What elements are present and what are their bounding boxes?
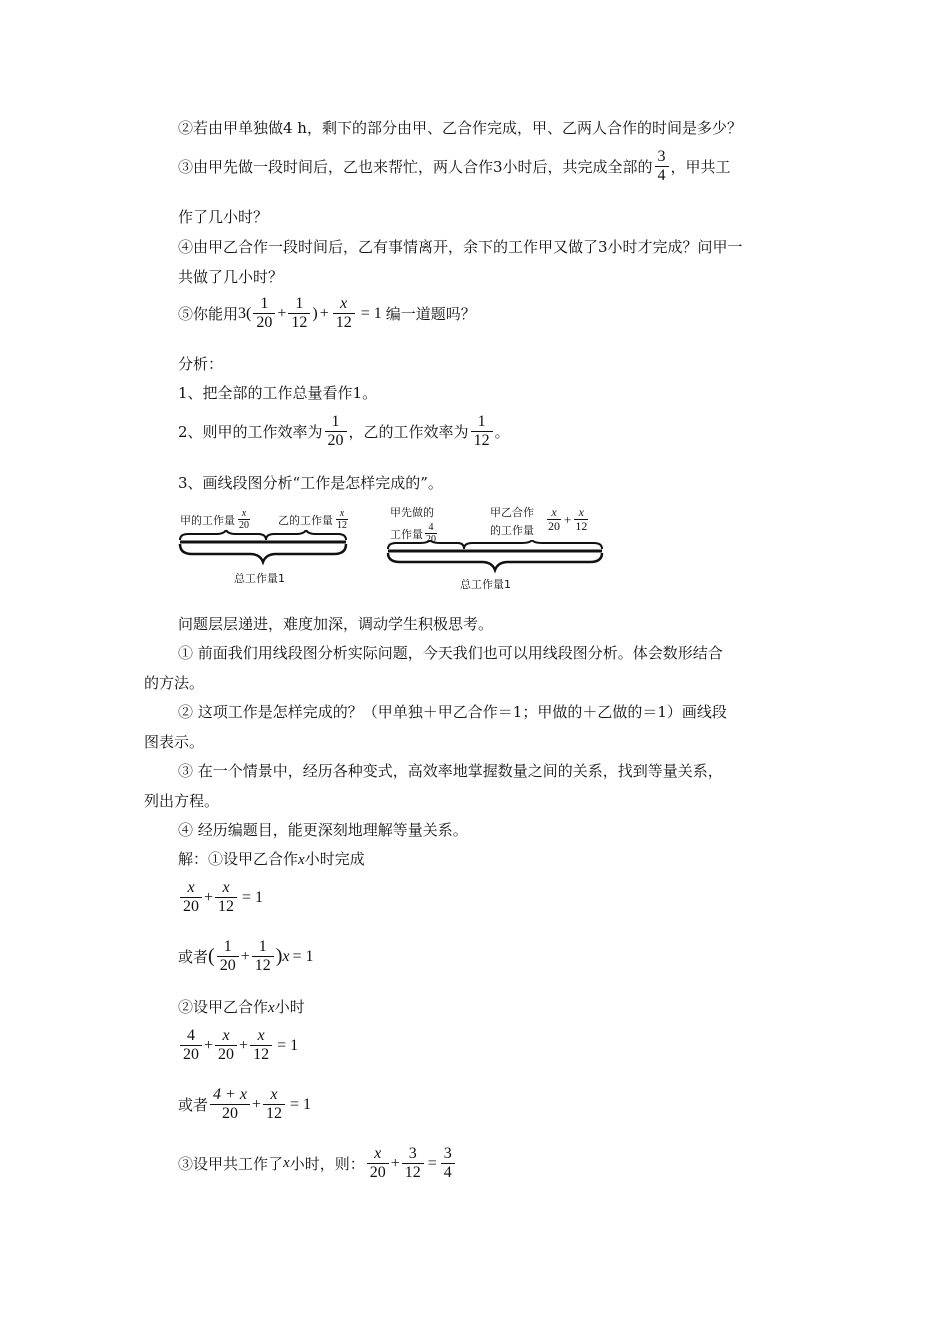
solution-2-heading: ②设甲乙合作x小时 bbox=[178, 998, 305, 1016]
question-5: ⑤你能用 3( $\frac{1}{20}$ + $\frac{1}{12}$ ) + $\frac{x}{12}$ = 1 编一道题吗？ bbox=[178, 295, 476, 332]
equation-2b: 或者 $\frac{4 + x}{20}$ + $\frac{x}{12}$ = 1 bbox=[178, 1086, 311, 1123]
left-braces bbox=[178, 530, 350, 574]
equation-1a: $\frac{x}{20}$ + $\frac{x}{12}$ = 1 bbox=[178, 879, 263, 917]
right-braces bbox=[384, 540, 610, 580]
segment-diagram-right bbox=[384, 500, 614, 595]
analysis-title: 分析： bbox=[178, 355, 224, 373]
label-jia-work: 甲的工作量 x 20 bbox=[180, 508, 249, 531]
label-joint-1: 甲乙合作 bbox=[490, 506, 534, 519]
label-total-right: 总工作量1 bbox=[460, 578, 511, 591]
question-2: ②若由甲单独做4 h，剩下的部分由甲、乙合作完成，甲、乙两人合作的时间是多少？ bbox=[178, 119, 742, 137]
label-joint-2: 的工作量 bbox=[490, 524, 534, 537]
label-yi-work: 乙的工作量 x 12 bbox=[278, 508, 347, 531]
label-total-left: 总工作量1 bbox=[234, 572, 285, 585]
question-3-line-2: 作了几小时？ bbox=[178, 208, 269, 226]
question-3-text: ③由甲先做一段时间后，乙也来帮忙，两人合作3小时后，共完成全部的 bbox=[178, 158, 653, 177]
note-3-line-1: ③ 在一个情景中，经历各种变式，高效率地掌握数量之间的关系，找到等量关系， bbox=[178, 762, 723, 780]
analysis-point-3: 3、画线段图分析“工作是怎样完成的”。 bbox=[178, 474, 443, 492]
analysis-point-1: 1、把全部的工作总量看作1。 bbox=[178, 384, 378, 402]
fraction-three-quarters: $\frac{3}{4}$ bbox=[655, 148, 669, 186]
question-5-text-end: 编一道题吗？ bbox=[385, 305, 476, 324]
equation-2a: $\frac{4}{20}$ + $\frac{x}{20}$ + $\frac{x}{12}$ = 1 bbox=[178, 1027, 298, 1065]
solution-3: ③设甲共工作了 x 小时，则： $\frac{x}{20}$ + $\frac{3}{12}$ = $\frac{3}{4}$ bbox=[178, 1145, 457, 1183]
question-3 bbox=[178, 148, 731, 186]
solution-1-heading: 解：①设甲乙合作x小时完成 bbox=[178, 850, 365, 868]
question-5-text: ⑤你能用 bbox=[178, 305, 239, 324]
analysis-point-2: 2、则甲的工作效率为 $\frac{1}{20}$ ，乙的工作效率为 $\frac{1}{12}$ 。 bbox=[178, 413, 510, 450]
question-4-line-1: ④由甲乙合作一段时间后，乙有事情离开，余下的工作甲又做了3小时才完成？问甲一 bbox=[178, 238, 743, 256]
note-1-line-2: 的方法。 bbox=[144, 674, 205, 692]
joint-work-expression: x 20 + $\frac{x}{12}$ bbox=[548, 505, 588, 534]
notes-intro: 问题层层递进，难度加深，调动学生积极思考。 bbox=[178, 615, 494, 633]
label-jia-first-1: 甲先做的 bbox=[390, 506, 434, 519]
note-1-line-1: ① 前面我们用线段图分析实际问题，今天我们也可以用线段图分析。体会数形结合 bbox=[178, 644, 723, 662]
note-2-line-2: 图表示。 bbox=[144, 733, 205, 751]
label-jia-first-2: 工作量 4 20 bbox=[390, 522, 436, 545]
equation-1b: 或者 ( $\frac{1}{20}$ + $\frac{1}{12}$ ) x = 1 bbox=[178, 938, 314, 975]
question-3-text-end: ，甲共工 bbox=[670, 158, 731, 177]
note-3-line-2: 列出方程。 bbox=[144, 792, 220, 810]
note-2-line-1: ② 这项工作是怎样完成的？（甲单独＋甲乙合作＝1；甲做的＋乙做的＝1）画线段 bbox=[178, 703, 727, 721]
question-4-line-2: 共做了几小时？ bbox=[178, 268, 284, 286]
note-4: ④ 经历编题目，能更深刻地理解等量关系。 bbox=[178, 821, 468, 839]
segment-diagram-left bbox=[178, 500, 358, 590]
